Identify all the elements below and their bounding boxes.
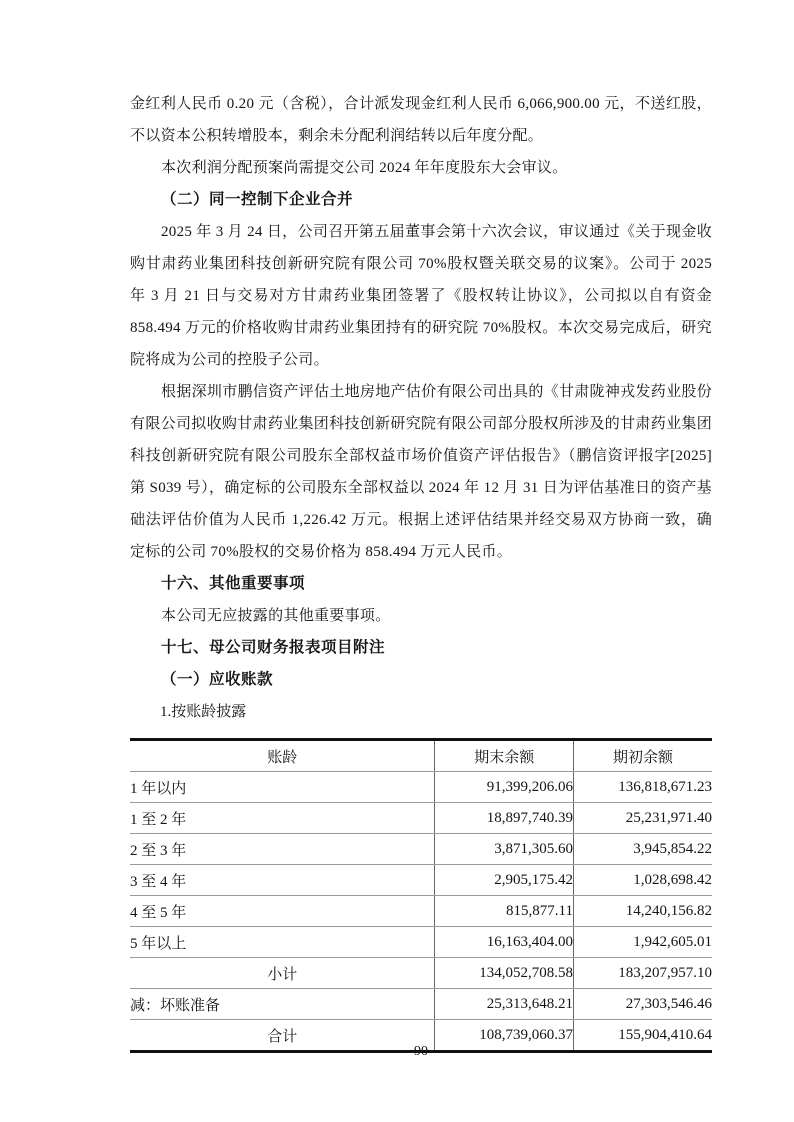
cell-end-balance: 18,897,740.39 <box>435 803 574 834</box>
cell-age: 2 至 3 年 <box>130 834 435 865</box>
cell-age: 小计 <box>130 958 435 989</box>
cell-begin-balance: 183,207,957.10 <box>573 958 712 989</box>
cell-age: 5 年以上 <box>130 927 435 958</box>
table-header-row <box>130 740 712 772</box>
section-heading-accounts-receivable: （一）应收账款 <box>161 671 274 688</box>
page-number: 90 <box>414 1044 428 1059</box>
paragraph-profit-distribution-review: 本次利润分配预案尚需提交公司 2024 年年度股东大会审议。 <box>161 160 568 176</box>
header-beginning-balance: 期初余额 <box>573 740 712 772</box>
cell-age: 1 年以内 <box>130 772 435 803</box>
aging-table <box>130 738 712 1053</box>
cell-age: 4 至 5 年 <box>130 896 435 927</box>
cell-begin-balance: 155,904,410.64 <box>573 1020 712 1052</box>
paragraph-no-other-matters: 本公司无应披露的其他重要事项。 <box>161 608 391 624</box>
cell-begin-balance: 1,942,605.01 <box>573 927 712 958</box>
cell-age: 1 至 2 年 <box>130 803 435 834</box>
table-row <box>130 865 712 896</box>
header-ending-balance: 期末余额 <box>435 740 574 772</box>
cell-begin-balance: 14,240,156.82 <box>573 896 712 927</box>
cell-begin-balance: 1,028,698.42 <box>573 865 712 896</box>
cell-end-balance: 108,739,060.37 <box>435 1020 574 1052</box>
header-aging: 账龄 <box>130 740 435 772</box>
table-row-subtotal <box>130 958 712 989</box>
table-row <box>130 803 712 834</box>
cell-end-balance: 815,877.11 <box>435 896 574 927</box>
section-heading-common-control-merger: （二）同一控制下企业合并 <box>161 191 354 208</box>
table-row <box>130 927 712 958</box>
cell-end-balance: 3,871,305.60 <box>435 834 574 865</box>
cell-age: 减：坏账准备 <box>130 989 435 1020</box>
cell-age: 3 至 4 年 <box>130 865 435 896</box>
cell-begin-balance: 3,945,854.22 <box>573 834 712 865</box>
cell-begin-balance: 136,818,671.23 <box>573 772 712 803</box>
page-content <box>130 88 712 1053</box>
table-row <box>130 834 712 865</box>
table-row <box>130 896 712 927</box>
section-heading-parent-company-notes: 十七、母公司财务报表项目附注 <box>161 639 386 656</box>
table-row <box>130 772 712 803</box>
cell-end-balance: 134,052,708.58 <box>435 958 574 989</box>
cell-end-balance: 2,905,175.42 <box>435 865 574 896</box>
cell-begin-balance: 25,231,971.40 <box>573 803 712 834</box>
table-row-bad-debt <box>130 989 712 1020</box>
subsection-aging-disclosure: 1.按账龄披露 <box>160 704 247 720</box>
cell-end-balance: 25,313,648.21 <box>435 989 574 1020</box>
cell-end-balance: 16,163,404.00 <box>435 927 574 958</box>
cell-age: 合计 <box>267 1028 298 1045</box>
paragraph-board-resolution: 2025 年 3 月 24 日，公司召开第五届董事会第十六次会议，审议通过《关于现金收购甘肃药业集团科技创新研究院有限公司 70%股权暨关联交易的议案》。公司于 2025 年 3 月 21 日与交易对方甘肃药业集团签署了《股权转让协议》，公司拟以自有资金 858.494 万元的价格收购甘肃药业集团持有的研究院 70%股权。本次交易完成后，研究院将成为公司的控股子公司。 <box>130 224 712 368</box>
paragraph-dividend-continuation: 金红利人民币 0.20 元（含税），合计派发现金红利人民币 6,066,900.00 元，不送红股，不以资本公积转增股本，剩余未分配利润结转以后年度分配。 <box>130 96 712 144</box>
paragraph-valuation-report: 根据深圳市鹏信资产评估土地房地产估价有限公司出具的《甘肃陇神戎发药业股份有限公司拟收购甘肃药业集团科技创新研究院有限公司部分股权所涉及的甘肃药业集团科技创新研究院有限公司股东全部权益市场价值资产评估报告》（鹏信资评报字[2025]第 S039 号），确定标的公司股东全部权益以 2024 年 12 月 31 日为评估基准日的资产基础法评估价值为人民币 1,226.42 万元。根据上述评估结果并经交易双方协商一致，确定标的公司 70%股权的交易价格为 858.494 万元人民币。 <box>130 384 712 560</box>
cell-end-balance: 91,399,206.06 <box>435 772 574 803</box>
section-heading-other-important-matters: 十六、其他重要事项 <box>161 575 306 592</box>
cell-begin-balance: 27,303,546.46 <box>573 989 712 1020</box>
